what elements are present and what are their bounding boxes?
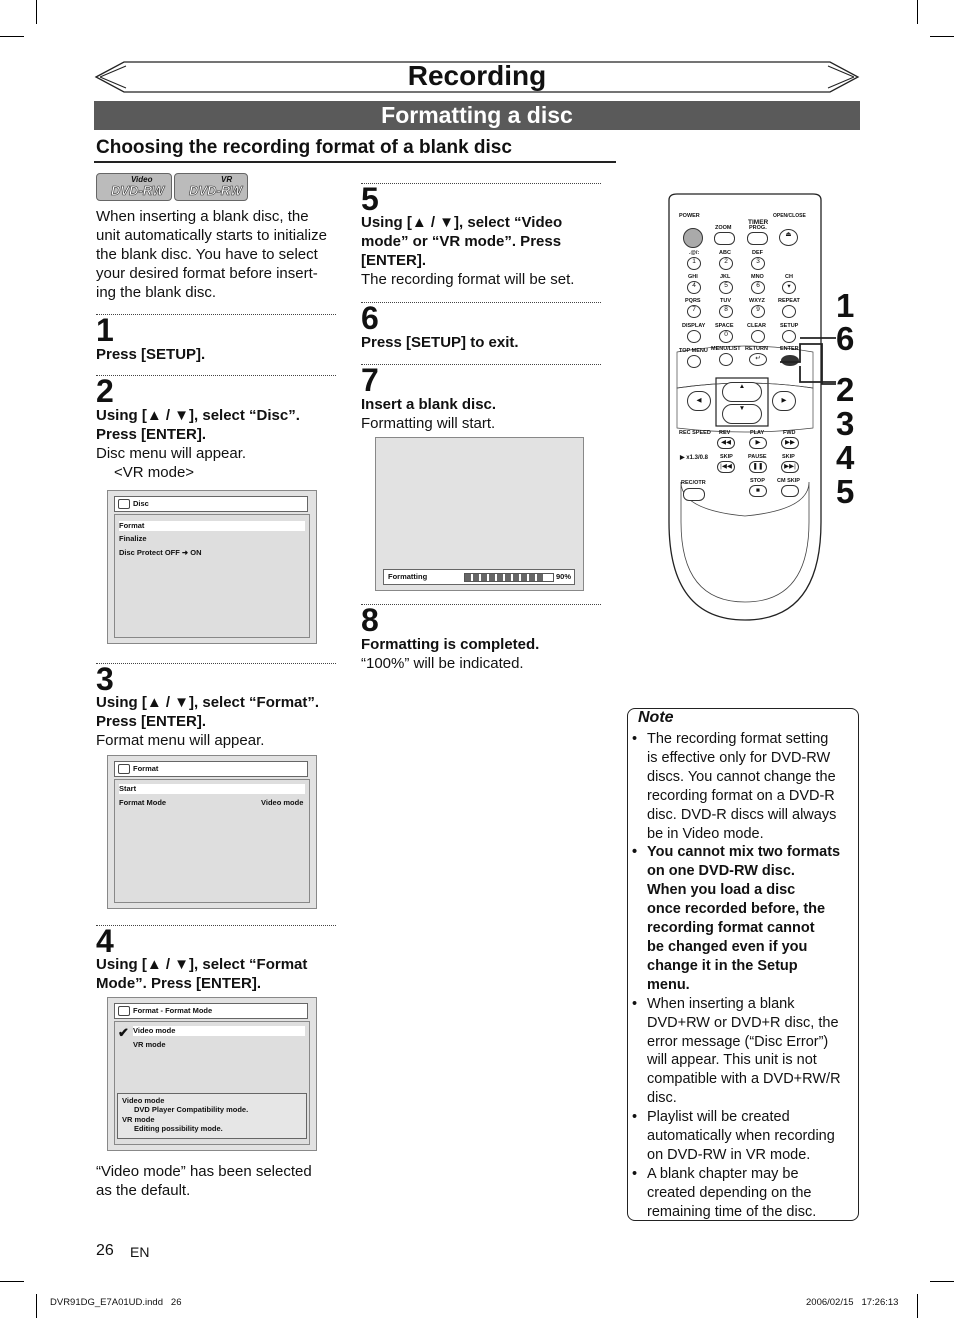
note-line: be in Video mode. — [647, 825, 764, 842]
note-line: will appear. This unit is not — [647, 1052, 817, 1069]
power-button[interactable] — [683, 228, 703, 248]
note-list — [632, 730, 856, 1222]
formatting-status-bar — [383, 569, 575, 585]
digit-1-button[interactable]: 1 — [687, 257, 701, 270]
note-line: The recording format setting — [647, 731, 829, 747]
note-line: error message (“Disc Error”) — [647, 1033, 829, 1050]
play-icon[interactable]: ▶ — [749, 437, 767, 449]
note-line: menu. — [647, 976, 690, 993]
digit-0-button[interactable]: 0 — [719, 330, 733, 343]
digit-3-button[interactable]: 3 — [751, 257, 765, 270]
fast-forward-icon[interactable]: ▶▶ — [781, 437, 799, 449]
cm-skip-button[interactable] — [781, 485, 799, 497]
menu-item-format-mode[interactable]: Format Mode — [119, 798, 167, 807]
progress-percent: 90% — [556, 572, 572, 581]
step-5-number: 5 — [361, 181, 379, 217]
step-1-instruction: Press [SETUP]. — [96, 346, 206, 363]
disc-icon — [118, 764, 130, 774]
disc-menu-header: Disc — [114, 496, 308, 512]
key-label: FWD — [783, 430, 796, 436]
clear-button[interactable] — [751, 330, 765, 343]
return-icon[interactable]: ↵ — [749, 353, 767, 366]
language-code: EN — [130, 1244, 150, 1260]
note-line: When you load a disc — [647, 882, 796, 899]
note-item — [632, 1108, 856, 1165]
key-label: DISPLAY — [682, 323, 706, 329]
crop-mark — [917, 0, 918, 24]
intro-text: When inserting a blank disc, the unit automatically starts to initialize the blank disc. You have to select your desired format before insert- ing the blank disc. — [96, 208, 327, 301]
digit-2-button[interactable]: 2 — [719, 257, 733, 270]
note-line: disc. DVD-R discs will always — [647, 806, 837, 823]
format-mode-screen — [107, 997, 317, 1151]
crop-mark — [917, 1294, 918, 1318]
key-label: REV — [719, 430, 731, 436]
rewind-icon[interactable]: ◀◀ — [717, 437, 735, 449]
note-line: When inserting a blank — [647, 995, 795, 1012]
up-arrow-icon[interactable]: ▲ — [722, 382, 762, 402]
menu-item-finalize[interactable]: Finalize — [119, 534, 147, 543]
timer-label: TIMER — [748, 219, 769, 226]
step-divider — [96, 314, 336, 315]
step-4-text: Using [▲ / ▼], select “Format Mode”. Press [ENTER]. — [96, 956, 308, 992]
step-4-note: “Video mode” has been selected as the default. — [96, 1163, 312, 1199]
format-menu-screen — [107, 755, 317, 909]
bullet-icon: • — [632, 731, 638, 747]
key-label: PQRS — [685, 298, 701, 304]
disc-icon — [118, 1006, 130, 1016]
step-2-text: Using [▲ / ▼], select “Disc”. Press [ENTER]. Disc menu will appear. <VR mode> — [96, 407, 300, 481]
page-subtitle: Formatting a disc — [94, 101, 860, 130]
step-divider — [361, 364, 601, 365]
key-label: JKL — [720, 274, 731, 280]
key-label: PLAY — [750, 430, 765, 436]
key-label: .@/: — [689, 250, 700, 256]
callout-2: 2 — [836, 371, 855, 408]
digit-6-button[interactable]: 6 — [751, 281, 765, 294]
menu-list-button[interactable] — [719, 353, 733, 366]
right-arrow-icon[interactable]: ▶ — [772, 391, 796, 411]
note-line: recording format cannot — [647, 920, 815, 937]
step-divider — [361, 183, 601, 184]
format-mode-value: Video mode — [261, 798, 304, 807]
disc-menu-screen — [107, 490, 317, 644]
top-menu-button[interactable] — [687, 355, 701, 368]
menu-item-format[interactable]: Format — [119, 521, 305, 531]
formatting-label: Formatting — [388, 572, 428, 581]
step-5-text: Using [▲ / ▼], select “Video mode” or “VR mode”. Press [ENTER]. The recording format will be set. — [361, 214, 575, 288]
key-label: MENU/LIST — [711, 346, 741, 352]
step-7-number: 7 — [361, 362, 379, 398]
step-6-number: 6 — [361, 300, 379, 336]
prog-label: PROG. — [749, 225, 767, 231]
key-label: SETUP — [780, 323, 799, 329]
bullet-icon: • — [632, 995, 638, 1012]
eject-icon[interactable]: ⏏ — [779, 229, 798, 246]
step-2-number: 2 — [96, 373, 114, 409]
note-item — [632, 730, 856, 843]
callout-lines — [780, 320, 840, 390]
digit-4-button[interactable]: 4 — [687, 281, 701, 294]
key-label: ABC — [719, 250, 731, 256]
key-label: TOP MENU — [679, 348, 708, 354]
skip-back-icon[interactable]: |◀◀ — [717, 461, 735, 473]
step-3-number: 3 — [96, 661, 114, 697]
down-arrow-icon[interactable]: ▼ — [722, 404, 762, 424]
check-icon: ✔ — [118, 1025, 129, 1040]
callout-3: 3 — [836, 405, 855, 442]
power-label: POWER — [679, 213, 700, 219]
callout-4: 4 — [836, 439, 855, 476]
pause-icon[interactable]: ❚❚ — [749, 461, 767, 473]
crop-mark — [930, 36, 954, 37]
step-3-text: Using [▲ / ▼], select “Format”. Press [ENTER]. Format menu will appear. — [96, 694, 320, 749]
print-date: 2006/02/15 17:26:13 — [806, 1297, 899, 1308]
option-video-mode[interactable]: Video mode — [133, 1026, 305, 1036]
key-label: RETURN — [745, 346, 768, 352]
disc-icon — [118, 499, 130, 509]
timer-prog-button[interactable] — [747, 232, 768, 245]
key-label: CH — [785, 274, 793, 280]
bullet-icon: • — [632, 844, 638, 861]
dvd-rw-vr-badge: VR DVD-RW — [174, 173, 248, 201]
zoom-label: ZOOM — [715, 225, 732, 231]
note-line: recording format on a DVD-R — [647, 787, 835, 804]
key-label: MNO — [751, 274, 764, 280]
section-rule — [94, 161, 616, 163]
note-line: You cannot mix two formats — [647, 844, 841, 861]
key-label: TUV — [720, 298, 731, 304]
key-label: ENTER — [780, 346, 799, 352]
note-line: A blank chapter may be — [647, 1165, 799, 1182]
note-item — [632, 995, 856, 1108]
step-7-text: Insert a blank disc. Formatting will start. — [361, 396, 497, 432]
key-label: REPEAT — [778, 298, 800, 304]
note-line: disc. — [647, 1090, 677, 1107]
step-8-number: 8 — [361, 602, 379, 638]
key-label: DEF — [752, 250, 763, 256]
key-label: WXYZ — [749, 298, 765, 304]
open-close-label: OPEN/CLOSE — [773, 213, 806, 219]
note-line: on DVD-RW in VR mode. — [647, 1146, 811, 1163]
repeat-button[interactable] — [782, 305, 796, 318]
note-line: is effective only for DVD-RW — [647, 749, 831, 766]
step-1-number: 1 — [96, 312, 114, 348]
left-arrow-icon[interactable]: ◀ — [687, 391, 711, 411]
file-name: DVR91DG_E7A01UD.indd 26 — [50, 1297, 182, 1308]
key-label: SPACE — [715, 323, 734, 329]
step-divider — [361, 604, 601, 605]
section-title: Choosing the recording format of a blank disc — [96, 137, 512, 158]
note-line: once recorded before, the — [647, 901, 826, 918]
step-8-text: Formatting is completed. “100%” will be indicated. — [361, 636, 540, 672]
key-label: REC/OTR — [681, 480, 706, 486]
note-line: change it in the Setup — [647, 957, 798, 974]
page-number: 26 — [96, 1242, 114, 1259]
step-divider — [96, 663, 336, 664]
crop-mark — [0, 1281, 24, 1282]
key-label: CLEAR — [747, 323, 766, 329]
stop-icon[interactable]: ■ — [749, 485, 767, 497]
step-4-number: 4 — [96, 923, 114, 959]
step-divider — [96, 925, 336, 926]
progress-bar — [464, 573, 554, 582]
crop-mark — [930, 1281, 954, 1282]
callout-6: 6 — [836, 320, 855, 357]
speed-label: ▶ x1.3/0.8 — [680, 455, 708, 461]
key-label: CM SKIP — [777, 478, 800, 484]
note-box — [627, 708, 859, 1221]
note-item — [632, 1165, 856, 1222]
key-label: REC SPEED — [679, 430, 711, 436]
step-divider — [361, 302, 601, 303]
format-menu-header: Format — [114, 761, 308, 777]
bullet-icon: • — [632, 1165, 638, 1182]
menu-item-start[interactable]: Start — [119, 784, 305, 794]
digit-5-button[interactable]: 5 — [719, 281, 733, 294]
note-title: Note — [638, 709, 674, 726]
display-button[interactable] — [687, 330, 701, 343]
record-button[interactable] — [683, 488, 705, 501]
key-label: SKIP — [720, 454, 733, 460]
note-line: created depending on the — [647, 1184, 812, 1201]
note-line: DVD+RW or DVD+R disc, the — [647, 1014, 839, 1031]
bullet-icon: • — [632, 1109, 638, 1126]
digit-8-button[interactable]: 8 — [719, 305, 733, 318]
note-item — [632, 843, 856, 994]
key-label: STOP — [750, 478, 765, 484]
zoom-button[interactable] — [714, 232, 735, 245]
callout-5: 5 — [836, 473, 855, 510]
dvd-rw-video-badge: Video DVD-RW — [96, 173, 172, 201]
note-line: discs. You cannot change the — [647, 768, 836, 785]
formatting-screen — [375, 437, 584, 591]
note-line: Playlist will be created — [647, 1109, 790, 1126]
digit-9-button[interactable]: 9 — [751, 305, 765, 318]
note-line: automatically when recording — [647, 1128, 835, 1145]
digit-7-button[interactable]: 7 — [687, 305, 701, 318]
crop-mark — [36, 0, 37, 24]
remote-control — [665, 192, 825, 622]
note-line: on one DVD-RW disc. — [647, 863, 795, 880]
option-vr-mode[interactable]: VR mode — [133, 1040, 166, 1049]
note-line: remaining time of the disc. — [647, 1203, 817, 1220]
key-label: PAUSE — [748, 454, 767, 460]
crop-mark — [36, 1294, 37, 1318]
callout-1: 1 — [836, 287, 855, 324]
mode-description-box: Video mode DVD Player Compatibility mode. VR mode Editing possibility mode. — [117, 1093, 307, 1139]
step-divider — [96, 375, 336, 376]
skip-forward-icon[interactable]: ▶▶| — [781, 461, 799, 473]
note-line: compatible with a DVD+RW/R — [647, 1071, 841, 1088]
step-6-instruction: Press [SETUP] to exit. — [361, 334, 519, 351]
page-title: Recording — [407, 60, 547, 91]
menu-item-disc-protect[interactable]: Disc Protect OFF ➜ ON — [119, 548, 202, 557]
note-line: be changed even if you — [647, 938, 808, 955]
key-label: SKIP — [782, 454, 795, 460]
format-mode-header: Format - Format Mode — [114, 1003, 308, 1019]
channel-down-icon[interactable]: ▾ — [782, 281, 796, 294]
crop-mark — [0, 36, 24, 37]
key-label: GHI — [688, 274, 698, 280]
